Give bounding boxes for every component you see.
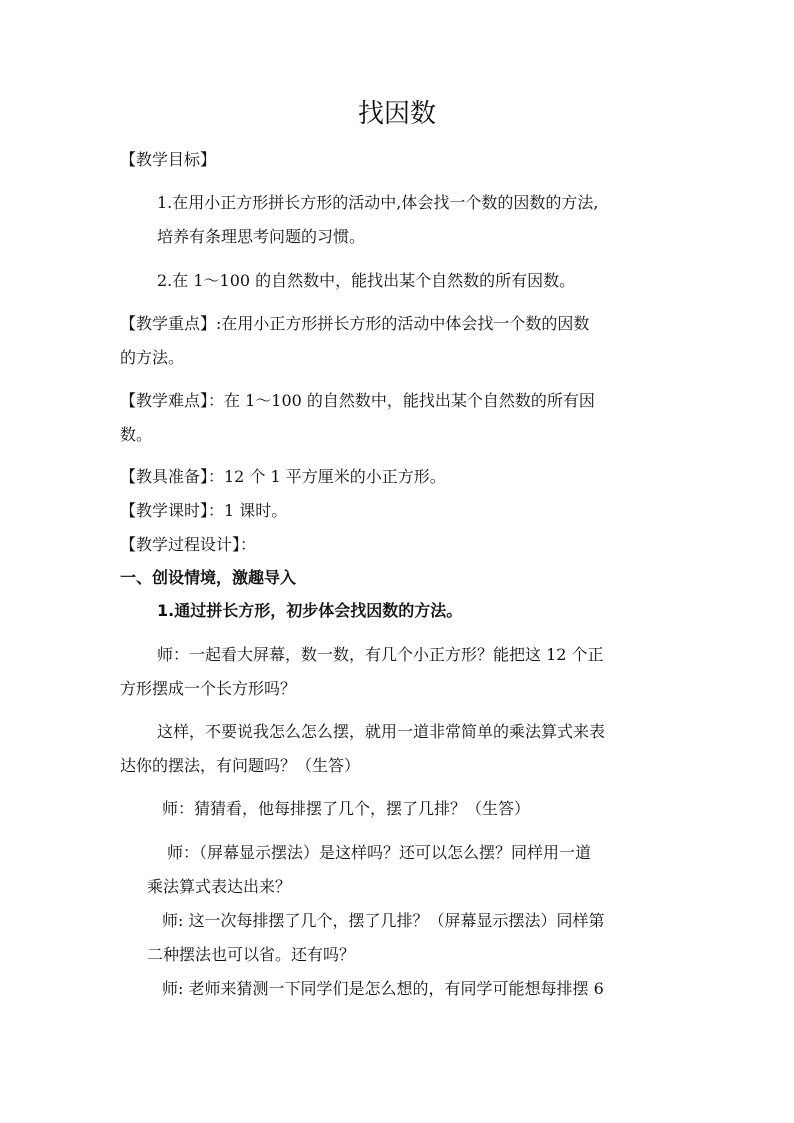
key-points-line-1: 【教学重点】:在用小正方形拼长方形的活动中体会找一个数的因数 (120, 314, 590, 333)
dialog-2-line-1: 这样，不要说我怎么怎么摆，就用一道非常简单的乘法算式来表 (157, 722, 606, 741)
section-heading-objectives: 【教学目标】 (120, 150, 217, 169)
key-points-line-2: 的方法。 (120, 348, 185, 367)
document-title: 找因数 (357, 99, 436, 129)
dialog-6-line-1: 师: 老师来猜测一下同学们是怎么想的，有同学可能想每排摆 6 (162, 979, 604, 998)
dialog-5-line-2: 二种摆法也可以省。还有吗？ (147, 945, 356, 964)
dialog-3: 师：猜猜看，他每排摆了几个，摆了几排？（生答） (162, 799, 531, 818)
process-design-heading: 【教学过程设计】： (120, 535, 257, 554)
dialog-4-line-1: 师：（屏幕显示摆法）是这样吗？还可以怎么摆？同样用一道 (167, 843, 592, 862)
dialog-4-line-2: 乘法算式表达出来？ (147, 877, 292, 896)
objective-2: 2.在 1～100 的自然数中，能找出某个自然数的所有因数。 (157, 271, 576, 290)
lesson-hours: 【教学课时】：1 课时。 (120, 501, 288, 520)
dialog-1-line-2: 方形摆成一个长方形吗？ (120, 679, 297, 698)
step-1-heading: 1.通过拼长方形，初步体会找因数的方法。 (157, 601, 463, 620)
dialog-5-line-1: 师: 这一次每排摆了几个，摆了几排？（屏幕显示摆法）同样第 (162, 911, 605, 930)
part-one-heading: 一、创设情境，激趣导入 (120, 568, 297, 587)
difficulties-line-2: 数。 (120, 425, 153, 444)
objective-1-line-2: 培养有条理思考问题的习惯。 (157, 227, 366, 246)
materials: 【教具准备】：12 个 1 平方厘米的小正方形。 (120, 467, 446, 486)
dialog-1-line-1: 师：一起看大屏幕，数一数，有几个小正方形？能把这 12 个正 (157, 645, 604, 664)
dialog-2-line-2: 达你的摆法，有问题吗？（生答） (120, 756, 361, 775)
objective-1-line-1: 1.在用小正方形拼长方形的活动中,体会找一个数的因数的方法, (157, 193, 599, 212)
difficulties-line-1: 【教学难点】：在 1～100 的自然数中，能找出某个自然数的所有因 (120, 391, 595, 410)
